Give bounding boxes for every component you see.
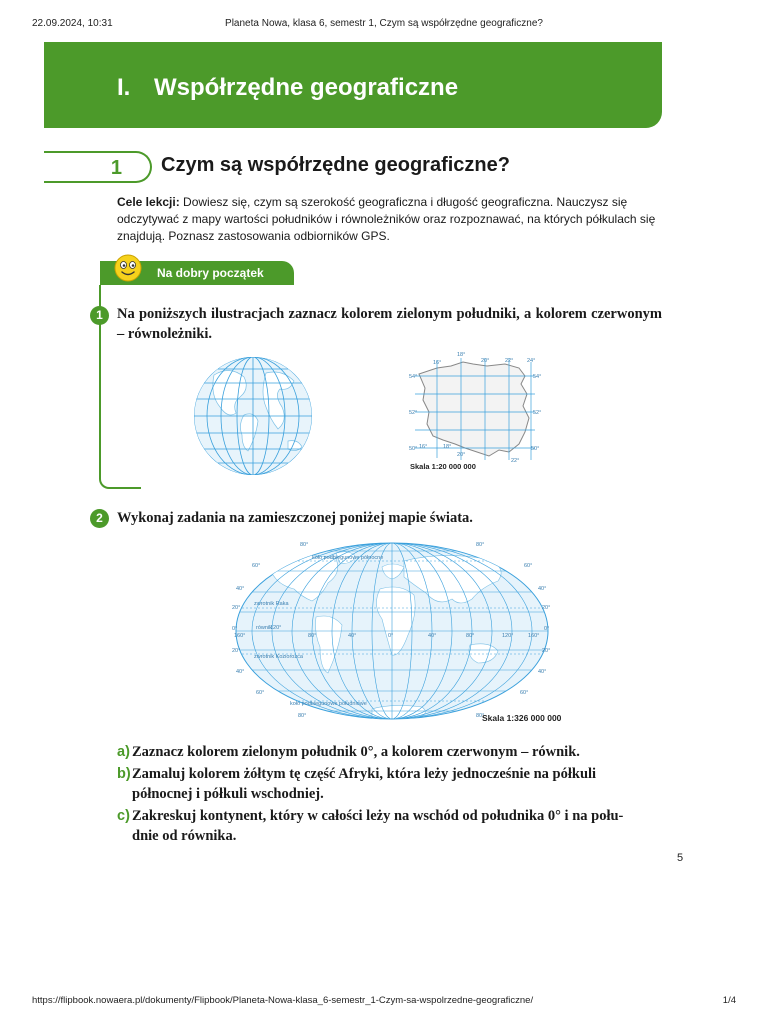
wm-lat-left-6: 40° (236, 669, 245, 675)
wm-lat-right-5: 20° (542, 648, 551, 654)
globe-illustration (192, 355, 314, 477)
wm-arctic-circle-label: koło podbiegunowe północne (312, 555, 384, 561)
pl-lat-right-2: 50° (531, 446, 540, 452)
poland-map (407, 348, 543, 472)
wm-lon-4: 0° (388, 633, 394, 639)
pl-lon-top-1: 18° (457, 352, 466, 358)
start-section-label: Na dobry początek (157, 266, 264, 280)
pl-lat-right-0: 54° (533, 374, 542, 380)
poland-map-scale: Skala 1:20 000 000 (410, 462, 476, 471)
wm-lat-right-4: 0° (544, 626, 550, 632)
wm-lon-7: 120° (502, 633, 514, 639)
goals-text: Dowiesz się, czym są szerokość geograficzna i długość geograficzna. Nauczysz się odczytywać z mapy wartości południków i równoleżników oraz rozpoznawać, na których półkulach się znajdują. Poznasz zastosowania odbiorników GPS. (117, 195, 656, 243)
task-1-badge: 1 (90, 306, 109, 325)
subtask-b (117, 764, 662, 804)
pl-lon-top-3: 22° (505, 358, 514, 364)
wm-lat-right-1: 60° (524, 563, 533, 569)
chapter-number: I. (117, 74, 131, 101)
print-datetime: 22.09.2024, 10:31 (32, 18, 113, 29)
wm-lat-right-7: 60° (520, 690, 529, 696)
subtask-a-text: Zaznacz kolorem zielonym południk 0°, a kolorem czerwonym – równik. (132, 744, 580, 760)
print-footer (32, 995, 736, 1009)
wm-lat-left-5: 20° (232, 648, 241, 654)
goals-label: Cele lekcji: (117, 195, 180, 209)
task-1-text: Na poniższych ilustracjach zaznacz kolorem zielonym południki, a kolorem czerwonym – równoleżniki. (117, 306, 662, 342)
pl-lon-bottom-1: 18° (443, 444, 452, 450)
wm-lat-left-8: 80° (298, 713, 307, 719)
world-map-scale: Skala 1:326 000 000 (482, 713, 562, 723)
pl-lat-left-0: 54° (409, 374, 418, 380)
subtask-c-continuation: dnie od równika. (132, 828, 237, 844)
subtask-c (117, 806, 662, 846)
lesson-title: Czym są współrzędne geograficzne? (161, 154, 510, 176)
wm-lat-left-2: 40° (236, 586, 245, 592)
lesson-number-tab (44, 151, 152, 183)
footer-url: https://flipbook.nowaera.pl/dokumenty/Flipbook/Planeta-Nowa-klasa_6-semestr_1-Czym-sa-wspolrzedne-geograficzne/ (32, 995, 534, 1006)
wm-tropic-capricorn-label: zwrotnik Koziorożca (254, 654, 303, 660)
wm-lat-right-8: 80° (476, 713, 485, 719)
pl-lon-bottom-2: 20° (457, 452, 466, 458)
wm-lon-1: 120° (270, 625, 282, 631)
wm-antarctic-circle-label: koło podbiegunowe południowe (290, 701, 367, 707)
wm-lat-right-2: 40° (538, 586, 547, 592)
subtask-c-letter: c) (117, 808, 130, 824)
subtask-a-letter: a) (117, 744, 130, 760)
world-map (232, 537, 552, 725)
wm-lon-6: 80° (466, 633, 475, 639)
subtask-c-text: Zakreskuj kontynent, który w całości leży na wschód od południka 0° i na połu- (132, 808, 624, 824)
wm-lat-right-6: 40° (538, 669, 547, 675)
chapter-title: Współrzędne geograficzne (154, 74, 459, 101)
pl-lat-left-1: 52° (409, 410, 418, 416)
task-2-badge: 2 (90, 509, 109, 528)
pl-lon-top-2: 20° (481, 358, 490, 364)
subtask-b-text: Zamaluj kolorem żółtym tę część Afryki, która leży jednocześnie na półkuli (132, 766, 597, 782)
pl-lon-bottom-0: 16° (419, 444, 428, 450)
lesson-number: 1 (110, 157, 122, 179)
print-header (32, 18, 736, 32)
pl-lon-bottom-3: 22° (511, 458, 520, 464)
wm-lon-2: 80° (308, 633, 317, 639)
pl-lat-left-2: 50° (409, 446, 418, 452)
task-2-text: Wykonaj zadania na zamieszczonej poniżej mapie świata. (117, 510, 473, 526)
wm-lon-8: 160° (528, 633, 540, 639)
wm-lat-left-7: 60° (256, 690, 265, 696)
wm-lon-5: 40° (428, 633, 437, 639)
pl-lon-top-4: 24° (527, 358, 536, 364)
subtask-b-continuation: północnej i półkuli wschodniej. (132, 786, 324, 802)
wm-lat-left-0: 80° (300, 542, 309, 548)
lesson-goals (117, 194, 662, 245)
wm-lat-left-3: 20° (232, 605, 241, 611)
smiley-face-icon (113, 253, 143, 283)
wm-lon-0: 160° (234, 633, 246, 639)
page-number: 5 (677, 852, 684, 864)
wm-lon-3: 40° (348, 633, 357, 639)
pl-lon-top-0: 16° (433, 360, 442, 366)
wm-equator-label: równik (256, 625, 272, 631)
pl-lat-right-1: 52° (533, 410, 542, 416)
wm-tropic-cancer-label: zwrotnik Raka (254, 601, 289, 607)
print-document-title: Planeta Nowa, klasa 6, semestr 1, Czym są współrzędne geograficzne? (225, 18, 543, 29)
subtask-b-letter: b) (117, 766, 131, 782)
wm-lat-left-1: 60° (252, 563, 261, 569)
wm-lat-right-3: 20° (542, 605, 551, 611)
chapter-banner (44, 42, 662, 128)
wm-lat-left-4: 0° (232, 626, 238, 632)
subtask-a (117, 742, 662, 762)
footer-page-count: 1/4 (722, 995, 736, 1006)
wm-lat-right-0: 80° (476, 542, 485, 548)
